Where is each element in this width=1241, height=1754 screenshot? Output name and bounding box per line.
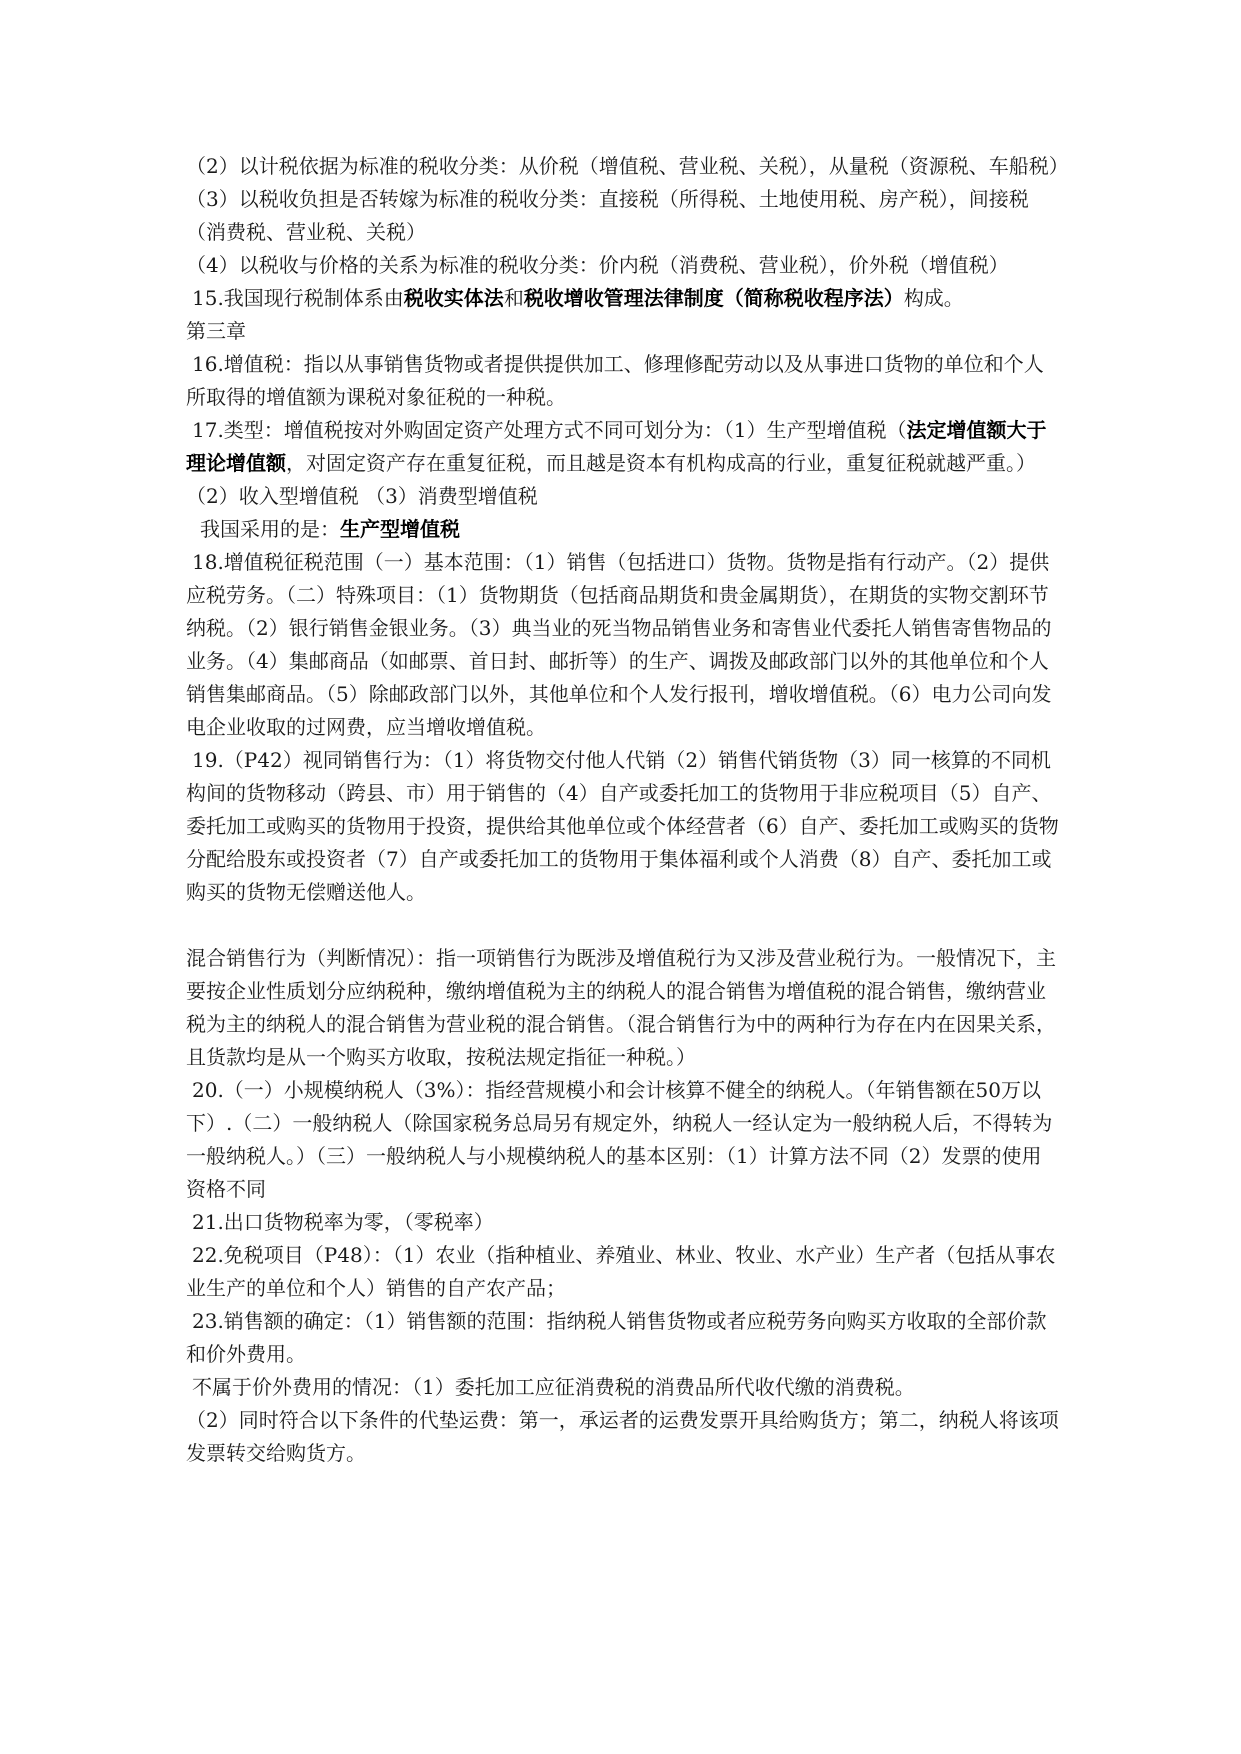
paragraph-text: 混合销售行为（判断情况）：指一项销售行为既涉及增值税行为又涉及营业税行为。一般情况下，主要按企业性质划分应纳税种，缴纳增值税为主的纳税人的混合销售为增值税的混合销售，缴纳营业税为主的纳税人的混合销售为营业税的混合销售。（混合销售行为中的两种行为存在内在因果关系，且货款均是从一个购买方收取，按税法规定指征一种税。）: [186, 946, 1056, 1069]
paragraph-text: 和: [503, 286, 524, 310]
paragraph-tax-price: [186, 249, 1059, 282]
bold-term: 税收增收管理法律制度（简称税收程序法）: [523, 286, 904, 310]
paragraph-text: 22.免税项目（P48）：（1）农业（指种植业、养殖业、林业、牧业、水产业）生产者（包括从事农业生产的单位和个人）销售的自产农产品；: [186, 1243, 1056, 1300]
paragraph-item-19: [186, 744, 1059, 909]
paragraph-text: 20.（一）小规模纳税人（3%）：指经营规模小和会计核算不健全的纳税人。（年销售额在50万以下）.（二）一般纳税人（除国家税务总局另有规定外，纳税人一经认定为一般纳税人后，不得转为一般纳税人。）（三）一般纳税人与小规模纳税人的基本区别：（1）计算方法不同（2）发票的使用资格不同: [186, 1078, 1053, 1201]
bold-term: 法定增值额大于理论增值额: [186, 418, 1047, 475]
paragraph-item-18: [186, 546, 1059, 744]
paragraph-text: 23.销售额的确定：（1）销售额的范围：指纳税人销售货物或者应税劳务向购买方收取的全部价款和价外费用。: [186, 1309, 1047, 1366]
paragraph-tax-basis: [186, 150, 1069, 183]
paragraph-text: 16.增值税：指以从事销售货物或者提供提供加工、修理修配劳动以及从事进口货物的单位和个人所取得的增值额为课税对象征税的一种税。: [186, 352, 1044, 409]
paragraph-adopted-type: [186, 513, 1059, 546]
paragraph-text: ，对固定资产存在重复征税，而且越是资本有机构成高的行业，重复征税就越严重。）（2）收入型增值税 （3）消费型增值税: [186, 451, 1036, 508]
paragraph-item-17: [186, 414, 1059, 513]
paragraph-text: 构成。: [903, 286, 964, 310]
bold-term: 生产型增值税: [340, 517, 460, 541]
chapter-title: 第三章: [186, 319, 246, 343]
paragraph-text: 15.我国现行税制体系由: [192, 286, 404, 310]
paragraph-mixed-sales: [186, 942, 1059, 1074]
blank-line: [186, 909, 1059, 942]
paragraph-text: （2）以计税依据为标准的税收分类：从价税（增值税、营业税、关税），从量税（资源税、车船税）: [186, 154, 1069, 178]
paragraph-item-21: [186, 1206, 1059, 1239]
paragraph-text: 不属于价外费用的情况：（1）委托加工应征消费税的消费品所代收代缴的消费税。: [192, 1375, 915, 1399]
paragraph-text: （4）以税收与价格的关系为标准的税收分类：价内税（消费税、营业税），价外税（增值税）: [186, 253, 1009, 277]
chapter-heading: [186, 315, 1059, 348]
paragraph-text: 19.（P42）视同销售行为：（1）将货物交付他人代销（2）销售代销货物（3）同一核算的不同机构间的货物移动（跨县、市）用于销售的（4）自产或委托加工的货物用于非应税项目（5）自产、委托加工或购买的货物用于投资，提供给其他单位或个体经营者（6）自产、委托加工或购买的货物分配给股东或投资者（7）自产或委托加工的货物用于集体福利或个人消费（8）自产、委托加工或购买的货物无偿赠送他人。: [186, 748, 1059, 904]
paragraph-text: 17.类型：增值税按对外购固定资产处理方式不同可划分为：（1）生产型增值税（: [192, 418, 907, 442]
bold-term: 税收实体法: [403, 286, 504, 310]
paragraph-text: 我国采用的是：: [200, 517, 340, 541]
paragraph-extra-fees: [186, 1371, 1059, 1404]
paragraph-text: 18.增值税征税范围（一）基本范围：（1）销售（包括进口）货物。货物是指有行动产。（2）提供应税劳务。（二）特殊项目：（1）货物期货（包括商品期货和贵金属期货），在期货的实物交割环节纳税。（2）银行销售金银业务。（3）典当业的死当物品销售业务和寄售业代委托人销售寄售物品的业务。（4）集邮商品（如邮票、首日封、邮折等）的生产、调拨及邮政部门以外的其他单位和个人销售集邮商品。（5）除邮政部门以外，其他单位和个人发行报刊，增收增值税。（6）电力公司向发电企业收取的过网费，应当增收增值税。: [186, 550, 1052, 739]
paragraph-freight: [186, 1404, 1059, 1470]
paragraph-item-16: [186, 348, 1059, 414]
paragraph-item-20: [186, 1074, 1059, 1206]
paragraph-item-15: [186, 282, 1059, 315]
paragraph-text: 21.出口货物税率为零，（零税率）: [192, 1210, 494, 1234]
paragraph-item-23: [186, 1305, 1059, 1371]
paragraph-item-22: [186, 1239, 1059, 1305]
paragraph-text: （3）以税收负担是否转嫁为标准的税收分类：直接税（所得税、土地使用税、房产税），间接税（消费税、营业税、关税）: [186, 187, 1029, 244]
paragraph-text: （2）同时符合以下条件的代垫运费：第一，承运者的运费发票开具给购货方；第二，纳税人将该项发票转交给购货方。: [186, 1408, 1059, 1465]
paragraph-tax-burden: [186, 183, 1059, 249]
